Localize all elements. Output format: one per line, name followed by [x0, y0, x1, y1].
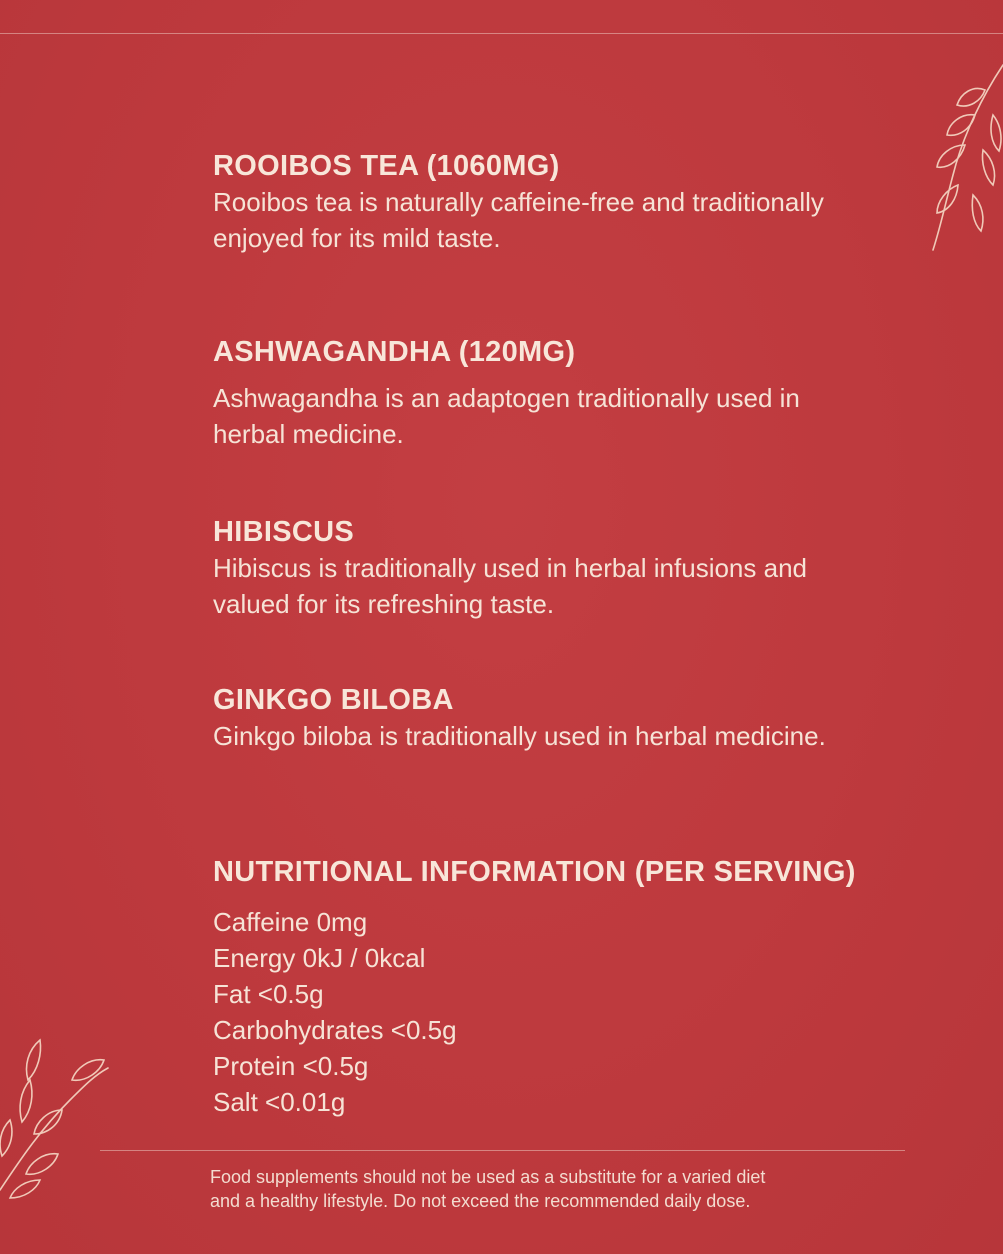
nutrition-item-energy: Energy 0kJ / 0kcal [213, 943, 426, 973]
section-description: Ashwagandha is an adaptogen traditionally used in herbal medicine. [213, 383, 800, 449]
section-heading: GINKGO BILOBA [213, 684, 454, 716]
section-ginkgo [213, 682, 833, 754]
nutrition-list [213, 904, 856, 1120]
nutrition-heading: NUTRITIONAL INFORMATION (PER SERVING) [213, 856, 856, 888]
bottom-divider [100, 1150, 905, 1151]
leaf-sprig-icon [913, 55, 1003, 255]
nutrition-item-fat: Fat <0.5g [213, 979, 324, 1009]
disclaimer-line-1: Food supplements should not be used as a substitute for a varied diet [210, 1167, 766, 1187]
section-hibiscus [213, 514, 833, 622]
section-heading: ROOIBOS TEA (1060MG) [213, 150, 560, 182]
nutrition-item-carbohydrates: Carbohydrates <0.5g [213, 1015, 457, 1045]
nutrition-item-salt: Salt <0.01g [213, 1087, 346, 1117]
leaf-sprig-icon [0, 1030, 110, 1200]
nutrition-item-caffeine: Caffeine 0mg [213, 907, 368, 937]
nutrition-item-protein: Protein <0.5g [213, 1051, 369, 1081]
section-description: Rooibos tea is naturally caffeine-free and traditionally enjoyed for its mild taste. [213, 187, 824, 253]
section-heading: HIBISCUS [213, 516, 354, 548]
section-ashwagandha [213, 334, 833, 452]
section-description: Hibiscus is traditionally used in herbal infusions and valued for its refreshing taste. [213, 553, 807, 619]
top-divider [0, 33, 1003, 34]
section-description: Ginkgo biloba is traditionally used in herbal medicine. [213, 721, 826, 751]
section-rooibos [213, 148, 833, 256]
disclaimer-line-2: and a healthy lifestyle. Do not exceed the recommended daily dose. [210, 1191, 751, 1211]
section-heading: ASHWAGANDHA (120MG) [213, 336, 576, 368]
disclaimer [210, 1165, 870, 1213]
section-nutrition [213, 854, 856, 1120]
